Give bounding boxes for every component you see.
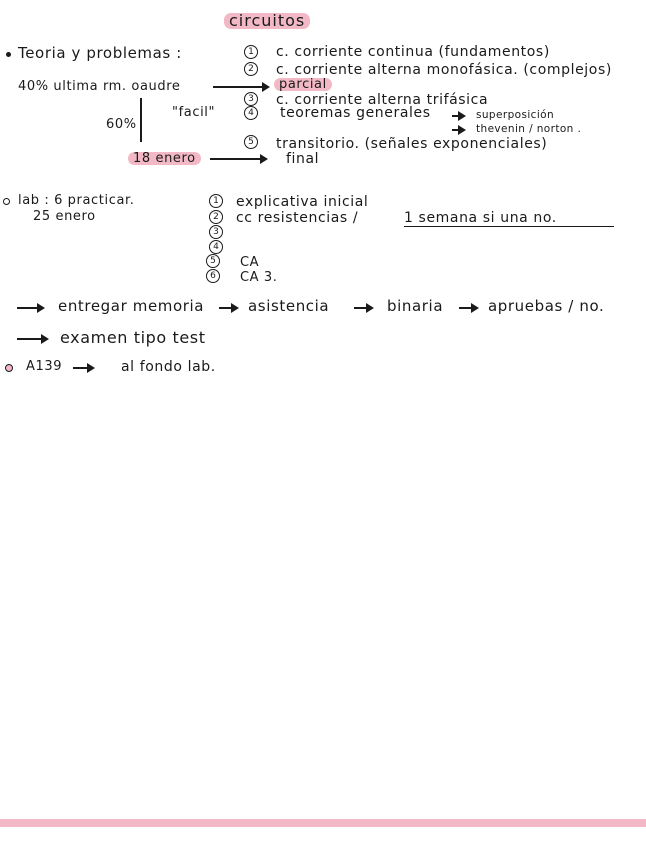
arrow-icon xyxy=(459,307,477,309)
bullet-icon xyxy=(5,364,13,372)
lab-label: lab : 6 practicar. xyxy=(18,193,135,208)
number-4-icon: 4 xyxy=(209,240,223,254)
arrow-icon xyxy=(17,307,43,309)
note-examen: examen tipo test xyxy=(60,328,206,347)
number-3-icon: 3 xyxy=(244,92,258,106)
arrow-icon xyxy=(17,338,47,340)
arrow-icon xyxy=(452,115,464,117)
arrow-icon xyxy=(354,307,372,309)
arrow-icon xyxy=(219,307,237,309)
number-2-icon: 2 xyxy=(209,210,223,224)
theory-item-5: transitorio. (señales exponenciales) xyxy=(276,136,548,152)
number-3-icon: 3 xyxy=(209,225,223,239)
sub-item-superposicion: superposición xyxy=(476,109,555,121)
theory-item-4: teoremas generales xyxy=(280,105,431,121)
lab-item-1: explicativa inicial xyxy=(236,194,369,210)
parcial-label: parcial xyxy=(274,78,332,91)
lab-item-5: CA xyxy=(240,255,260,270)
note-binaria: binaria xyxy=(387,297,444,315)
number-4-icon: 4 xyxy=(244,106,258,120)
lab-date: 25 enero xyxy=(33,209,96,224)
arrow-icon xyxy=(73,367,93,369)
number-1-icon: 1 xyxy=(209,194,223,208)
number-5-icon: 5 xyxy=(206,254,220,268)
lab-item-2-note: 1 semana si una no. xyxy=(404,211,614,227)
final-label: final xyxy=(286,151,320,167)
theory-item-2: c. corriente alterna monofásica. (complejos) xyxy=(276,62,612,78)
exam-note: 40% ultima rm. oaudre xyxy=(18,79,181,94)
footer-divider xyxy=(0,819,646,827)
note-memoria: entregar memoria xyxy=(58,297,205,315)
bullet-icon xyxy=(6,52,11,57)
note-asistencia: asistencia xyxy=(248,297,330,315)
number-2-icon: 2 xyxy=(244,62,258,76)
lab-item-6: CA 3. xyxy=(240,270,278,285)
location-room: A139 xyxy=(26,359,63,374)
page-title: circuitos xyxy=(224,13,310,29)
note-apruebas: apruebas / no. xyxy=(488,297,605,315)
brace-line xyxy=(140,98,142,142)
theory-label: Teoria y problemas : xyxy=(18,44,182,62)
date-label: 18 enero xyxy=(128,152,201,165)
location-text: al fondo lab. xyxy=(121,359,216,375)
theory-item-3: c. corriente alterna trifásica xyxy=(276,92,489,108)
arrow-icon xyxy=(210,158,266,160)
number-6-icon: 6 xyxy=(206,269,220,283)
lab-item-2: cc resistencias / xyxy=(236,210,359,226)
bullet-icon xyxy=(3,198,10,205)
easy-label: "facil" xyxy=(172,105,216,120)
number-1-icon: 1 xyxy=(244,45,258,59)
arrow-icon xyxy=(213,86,268,88)
percent-60-label: 60% xyxy=(106,117,137,132)
arrow-icon xyxy=(452,129,464,131)
number-5-icon: 5 xyxy=(244,135,258,149)
theory-item-1: c. corriente continua (fundamentos) xyxy=(276,44,550,60)
sub-item-thevenin: thevenin / norton . xyxy=(476,123,582,135)
